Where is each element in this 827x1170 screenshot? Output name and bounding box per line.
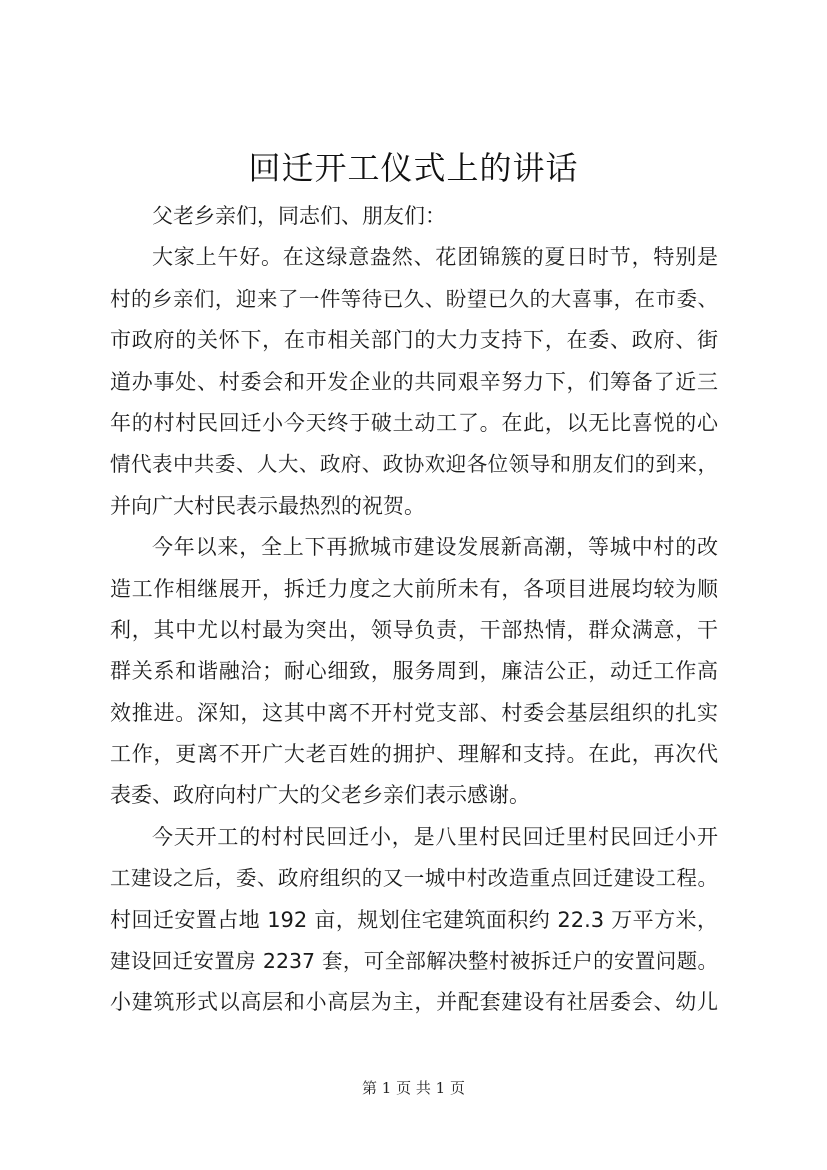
- paragraph-line: 造工作相继展开，拆迁力度之大前所未有，各项目进展均较为顺: [110, 576, 718, 601]
- paragraph-line: 年的村村民回迁小今天终于破土动工了。在此，以无比喜悦的心: [110, 410, 718, 435]
- paragraph-line: 大家上午好。在这绿意盎然、花团锦簇的夏日时节，特别是: [152, 245, 718, 270]
- paragraph-line: 表委、政府向村广大的父老乡亲们表示感谢。: [110, 783, 530, 808]
- paragraph-line: 群关系和谐融洽；耐心细致，服务周到，廉洁公正，动迁工作高: [110, 659, 718, 684]
- paragraph-line: 并向广大村民表示最热烈的祝贺。: [110, 493, 425, 518]
- paragraph-line: 村回迁安置占地 192 亩，规划住宅建筑面积约 22.3 万平方米，: [110, 907, 718, 932]
- paragraph-line: 效推进。深知，这其中离不开村党支部、村委会基层组织的扎实: [110, 700, 718, 725]
- paragraph-line: 今天开工的村村民回迁小，是八里村民回迁里村民回迁小开: [152, 824, 718, 849]
- document-title: 回迁开工仪式上的讲话: [248, 149, 579, 187]
- paragraph-line: 建设回迁安置房 2237 套，可全部解决整村被拆迁户的安置问题。: [110, 949, 718, 974]
- paragraph-line: 情代表中共委、人大、政府、政协欢迎各位领导和朋友们的到来，: [110, 452, 718, 477]
- page-footer: 第 1 页 共 1 页: [362, 1079, 465, 1097]
- paragraph-line: 利，其中尤以村最为突出，领导负责，干部热情，群众满意，干: [110, 617, 718, 642]
- document-body: [110, 196, 718, 1024]
- paragraph-line: 父老乡亲们，同志们、朋友们：: [152, 204, 446, 228]
- paragraph-line: 市政府的关怀下，在市相关部门的大力支持下，在委、政府、街: [110, 328, 718, 353]
- paragraph-line: 今年以来，全上下再掀城市建设发展新高潮，等城中村的改: [152, 535, 718, 560]
- paragraph-line: 道办事处、村委会和开发企业的共同艰辛努力下，们筹备了近三: [110, 369, 718, 394]
- paragraph-line: 村的乡亲们，迎来了一件等待已久、盼望已久的大喜事，在市委、: [110, 286, 718, 311]
- paragraph-line: 工建设之后，委、政府组织的又一城中村改造重点回迁建设工程。: [110, 866, 718, 891]
- paragraph-line: 工作，更离不开广大老百姓的拥护、理解和支持。在此，再次代: [110, 742, 718, 767]
- paragraph-line: 小建筑形式以高层和小高层为主，并配套建设有社居委会、幼儿: [110, 990, 718, 1015]
